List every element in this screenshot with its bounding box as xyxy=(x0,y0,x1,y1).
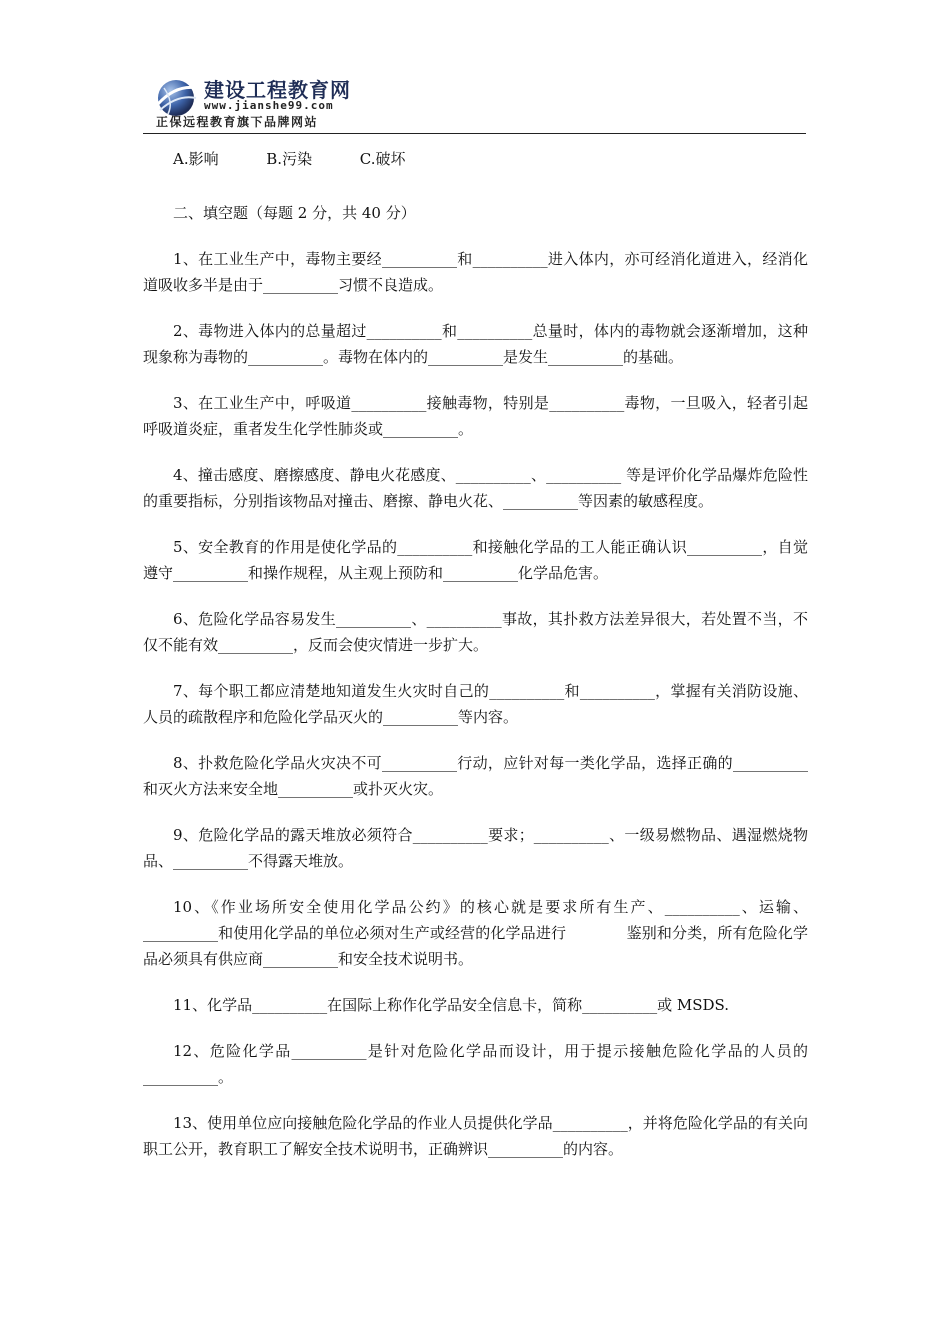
site-name: 建设工程教育网 xyxy=(204,78,351,102)
site-slogan: 正保远程教育旗下品牌网站 xyxy=(156,115,319,129)
question-5: 5、安全教育的作用是使化学品的__________和接触化学品的工人能正确认识__________，自觉遵守__________和操作规程，从主观上预防和__________化学品危害。 xyxy=(143,538,808,582)
question-12: 12、危险化学品__________是针对危险化学品而设计，用于提示接触危险化学品的人员的__________。 xyxy=(143,1042,808,1086)
question-9: 9、危险化学品的露天堆放必须符合__________要求；__________、一级易燃物品、遇湿燃烧物品、__________不得露天堆放。 xyxy=(143,826,808,870)
question-13: 13、使用单位应向接触危险化学品的作业人员提供化学品__________，并将危险化学品的有关向职工公开，教育职工了解安全技术说明书，正确辨识__________的内容。 xyxy=(143,1114,808,1158)
document-body xyxy=(143,146,808,1162)
question-4: 4、撞击感度、磨擦感度、静电火花感度、__________、__________ 等是评价化学品爆炸危险性的重要指标，分别指该物品对撞击、磨擦、静电火花、__________等因素的敏感程度。 xyxy=(143,466,808,510)
site-url: www.jianshe99.com xyxy=(204,99,334,112)
question-7: 7、每个职工都应清楚地知道发生火灾时自己的__________和__________，掌握有关消防设施、人员的疏散程序和危险化学品灭火的__________等内容。 xyxy=(143,682,808,726)
answer-options: A.影响 B.污染 C.破坏 xyxy=(173,150,406,168)
question-10: 10、《作业场所安全使用化学品公约》的核心就是要求所有生产、__________、运输、__________和使用化学品的单位必须对生产或经营的化学品进行 鉴别和分类，所有危险化学品必须具有供应商__________和安全技术说明书。 xyxy=(143,898,808,968)
question-2: 2、毒物进入体内的总量超过__________和__________总量时，体内的毒物就会逐渐增加，这种现象称为毒物的__________。毒物在体内的__________是发生__________的基础。 xyxy=(143,322,808,366)
question-1: 1、在工业生产中，毒物主要经__________和__________进入体内，亦可经消化道进入，经消化道吸收多半是由于__________习惯不良造成。 xyxy=(143,250,808,294)
question-3: 3、在工业生产中，呼吸道__________接触毒物，特别是__________毒物，一旦吸入，轻者引起呼吸道炎症，重者发生化学性肺炎或__________。 xyxy=(143,394,808,438)
question-11: 11、化学品__________在国际上称作化学品安全信息卡，简称__________或 MSDS. xyxy=(173,996,730,1014)
header-divider xyxy=(143,133,806,134)
section-title: 二、填空题（每题 2 分，共 40 分） xyxy=(173,204,416,222)
question-8: 8、扑救危险化学品火灾决不可__________行动，应针对每一类化学品，选择正确的__________和灭火方法来安全地__________或扑灭火灾。 xyxy=(143,754,808,798)
question-6: 6、危险化学品容易发生__________、__________事故，其扑救方法差异很大，若处置不当，不仅不能有效__________，反而会使灾情进一步扩大。 xyxy=(143,610,808,654)
site-header xyxy=(150,72,810,136)
